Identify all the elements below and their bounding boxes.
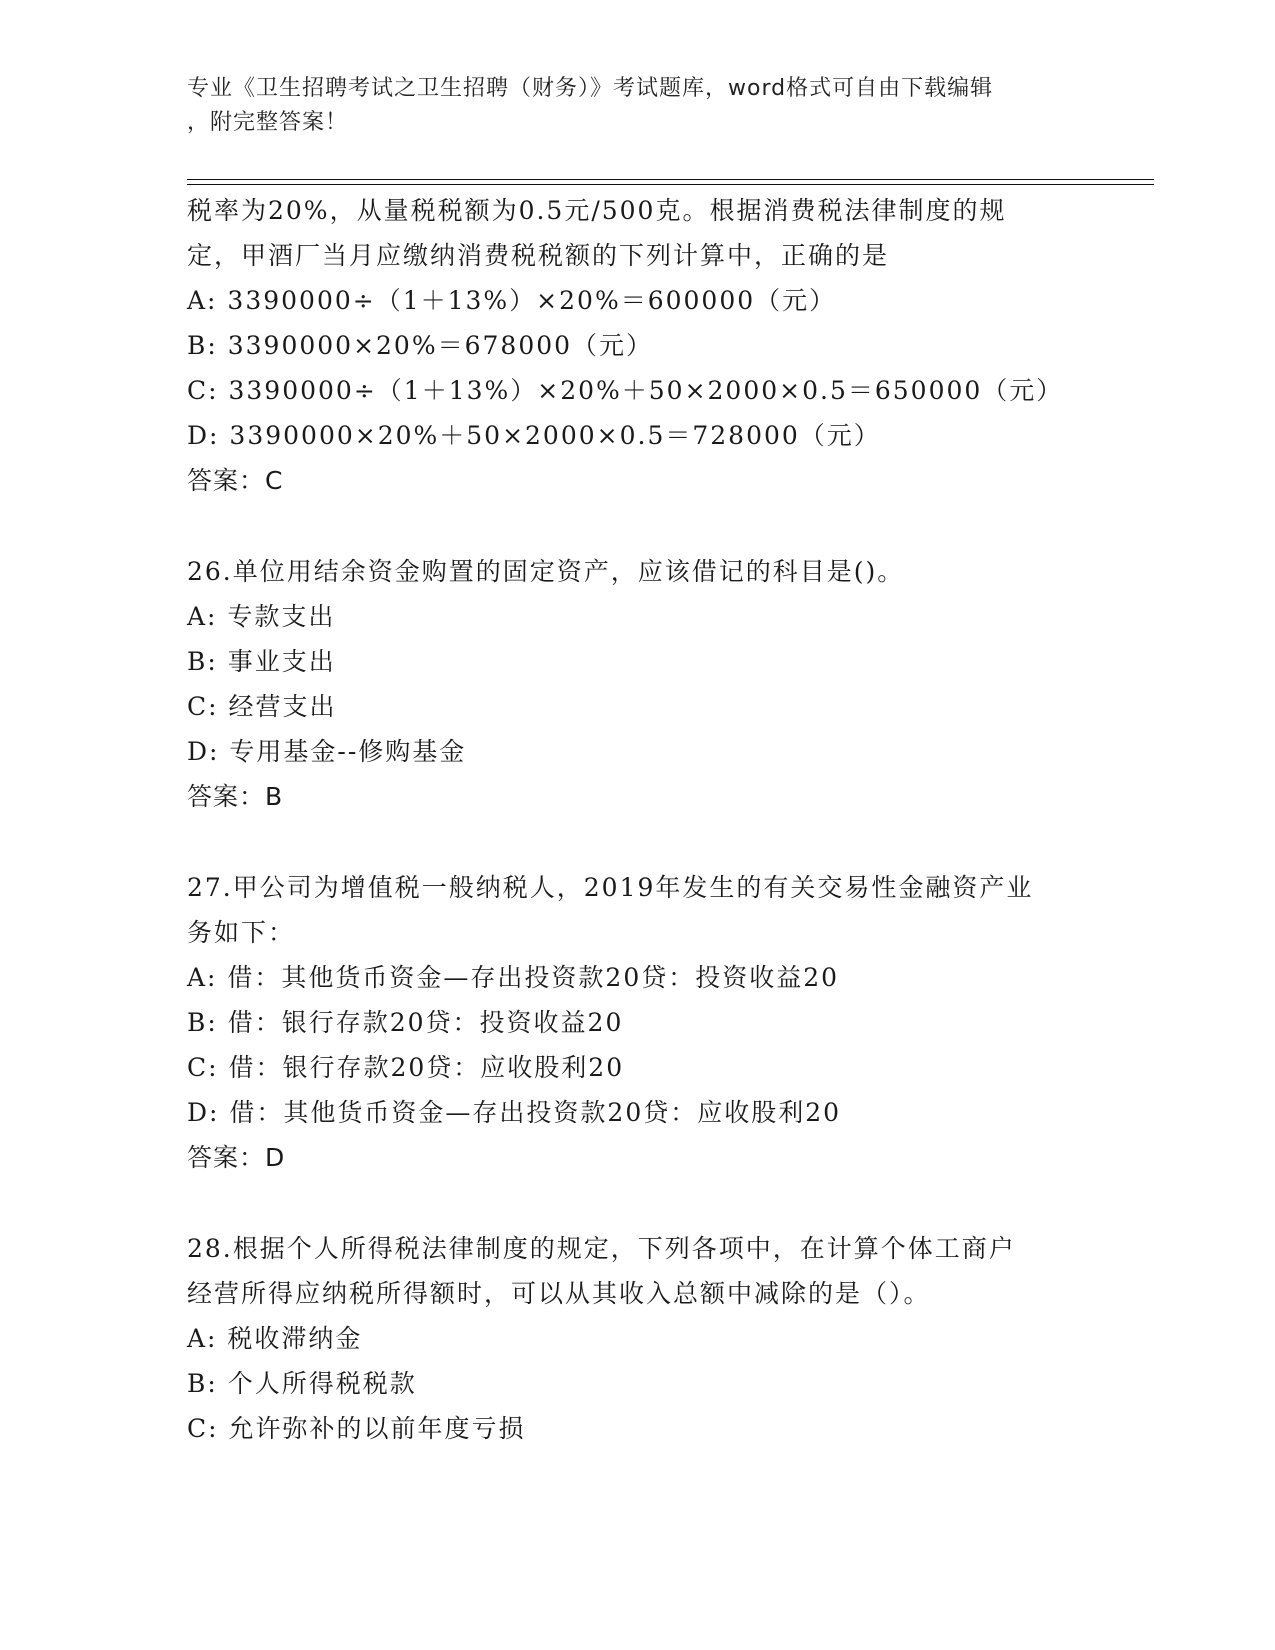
answer-label: 答案：C: [187, 466, 284, 495]
option-d: D: 3390000×20%＋50×2000×0.5＝728000（元）: [187, 421, 881, 450]
question-26: [187, 549, 1117, 820]
question-28: [187, 1226, 1117, 1451]
option-a: A: 专款支出: [187, 602, 336, 631]
option-b: B: 个人所得税税款: [187, 1369, 417, 1398]
question-27: [187, 865, 1117, 1181]
header-line-1: 专业《卫生招聘考试之卫生招聘（财务）》考试题库，word格式可自由下载编辑: [187, 76, 994, 101]
header-divider-top: [187, 179, 1154, 180]
option-c: C: 经营支出: [187, 692, 337, 721]
answer-label: 答案：D: [187, 1143, 286, 1172]
option-b: B: 事业支出: [187, 647, 336, 676]
question-stem-line: 经营所得应纳税所得额时，可以从其收入总额中减除的是（）。: [187, 1279, 931, 1308]
spacer: [187, 820, 1117, 865]
option-a: A: 税收滞纳金: [187, 1324, 363, 1353]
question-stem-line: 定，甲酒厂当月应缴纳消费税税额的下列计算中，正确的是: [187, 241, 890, 270]
answer-label: 答案：B: [187, 782, 284, 811]
document-header: [187, 72, 1087, 140]
question-stem-line: 28.根据个人所得税法律制度的规定，下列各项中，在计算个体工商户: [187, 1234, 1016, 1263]
header-divider-bottom: [187, 184, 1154, 185]
question-stem-line: 26.单位用结余资金购置的固定资产，应该借记的科目是()。: [187, 557, 905, 586]
option-c: C: 3390000÷（1＋13%）×20%＋50×2000×0.5＝650000（元）: [187, 376, 1064, 405]
option-b: B: 3390000×20%＝678000（元）: [187, 331, 654, 360]
spacer: [187, 1181, 1117, 1226]
option-d: D: 借：其他货币资金—存出投资款20贷：应收股利20: [187, 1098, 842, 1127]
header-line-2: ，附完整答案！: [187, 110, 349, 135]
option-b: B: 借：银行存款20贷：投资收益20: [187, 1008, 624, 1037]
option-a: A: 3390000÷（1＋13%）×20%＝600000（元）: [187, 286, 837, 315]
option-d: D: 专用基金--修购基金: [187, 737, 467, 766]
question-stem-line: 务如下：: [187, 918, 296, 947]
option-a: A: 借：其他货币资金—存出投资款20贷：投资收益20: [187, 963, 840, 992]
question-stem-line: 27.甲公司为增值税一般纳税人，2019年发生的有关交易性金融资产业: [187, 873, 1034, 902]
spacer: [187, 504, 1117, 549]
question-stem-line: 税率为20%，从量税税额为0.5元/500克。根据消费税法律制度的规: [187, 196, 1007, 225]
option-c: C: 允许弥补的以前年度亏损: [187, 1414, 526, 1443]
question-25: [187, 188, 1117, 504]
option-c: C: 借：银行存款20贷：应收股利20: [187, 1053, 625, 1082]
document-body: [187, 188, 1117, 1451]
